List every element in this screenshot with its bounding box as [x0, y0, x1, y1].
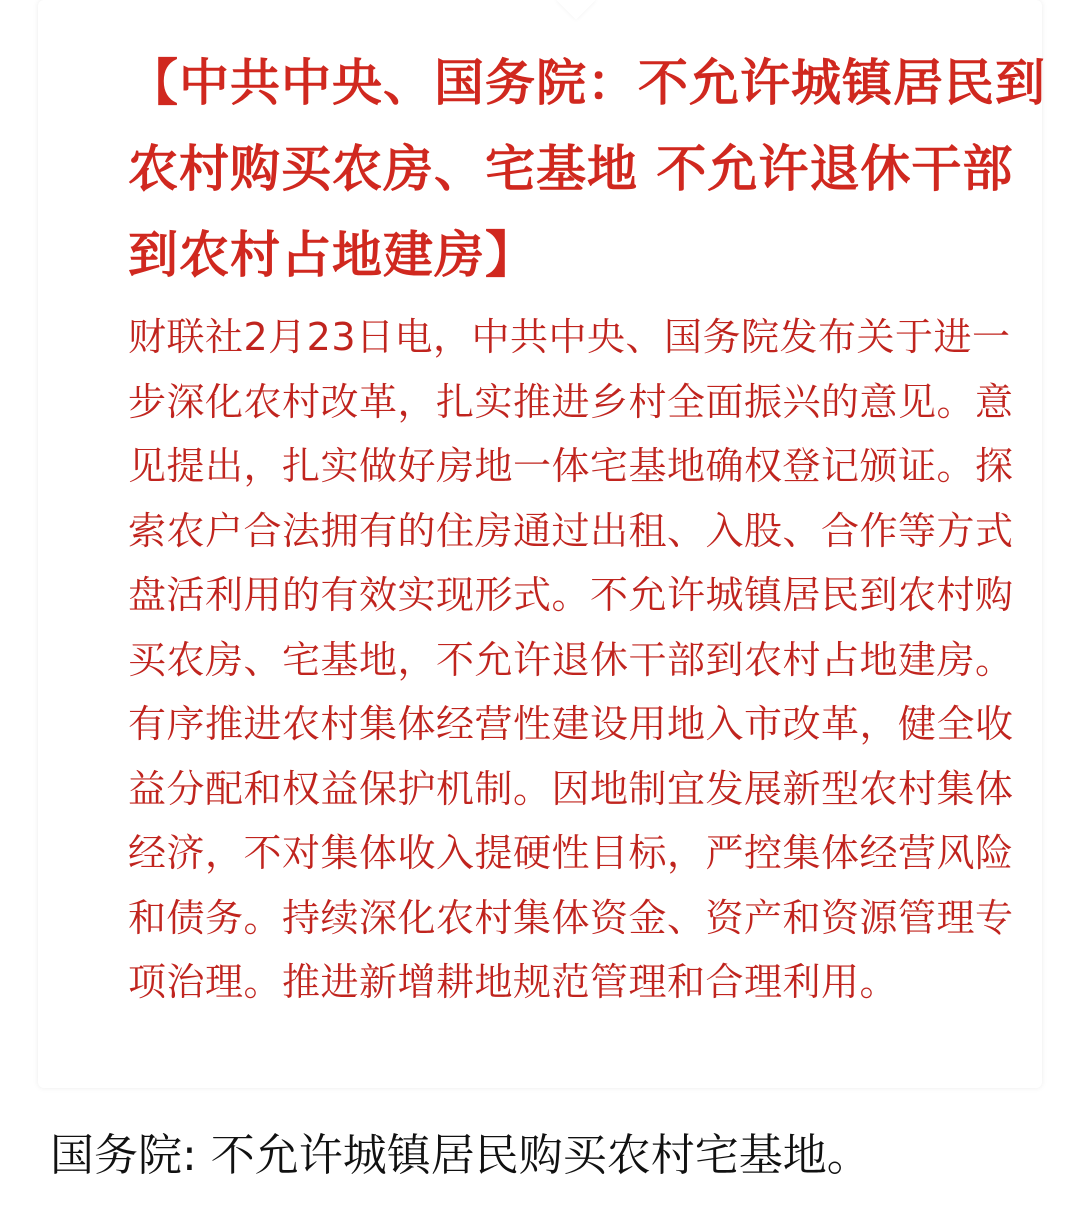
news-headline: 【中共中央、国务院：不允许城镇居民到农村购买农房、宅基地 不允许退休干部到农村占地建房】 — [128, 53, 1046, 284]
post-caption: 国务院: 不允许城镇居民购买农村宅基地。 — [50, 1130, 871, 1181]
card-top-notch — [556, 0, 596, 20]
news-body-text: 财联社2月23日电，中共中央、国务院发布关于进一步深化农村改革，扎实推进乡村全面振兴的意见。意见提出，扎实做好房地一体宅基地确权登记颁证。探索农户合法拥有的住房通过出租、入股、合作等方式盘活利用的有效实现形式。不允许城镇居民到农村购买农房、宅基地，不允许退休干部到农村占地建房。有序推进农村集体经营性建设用地入市改革，健全收益分配和权益保护机制。因地制宜发展新型农村集体经济，不对集体收入提硬性目标，严控集体经营风险和债务。持续深化农村集体资金、资产和资源管理专项治理。推进新增耕地规范管理和合理利用。 — [128, 315, 1014, 1004]
next-line-partially-visible — [80, 1212, 820, 1228]
news-image-card[interactable] — [38, 0, 1046, 1088]
